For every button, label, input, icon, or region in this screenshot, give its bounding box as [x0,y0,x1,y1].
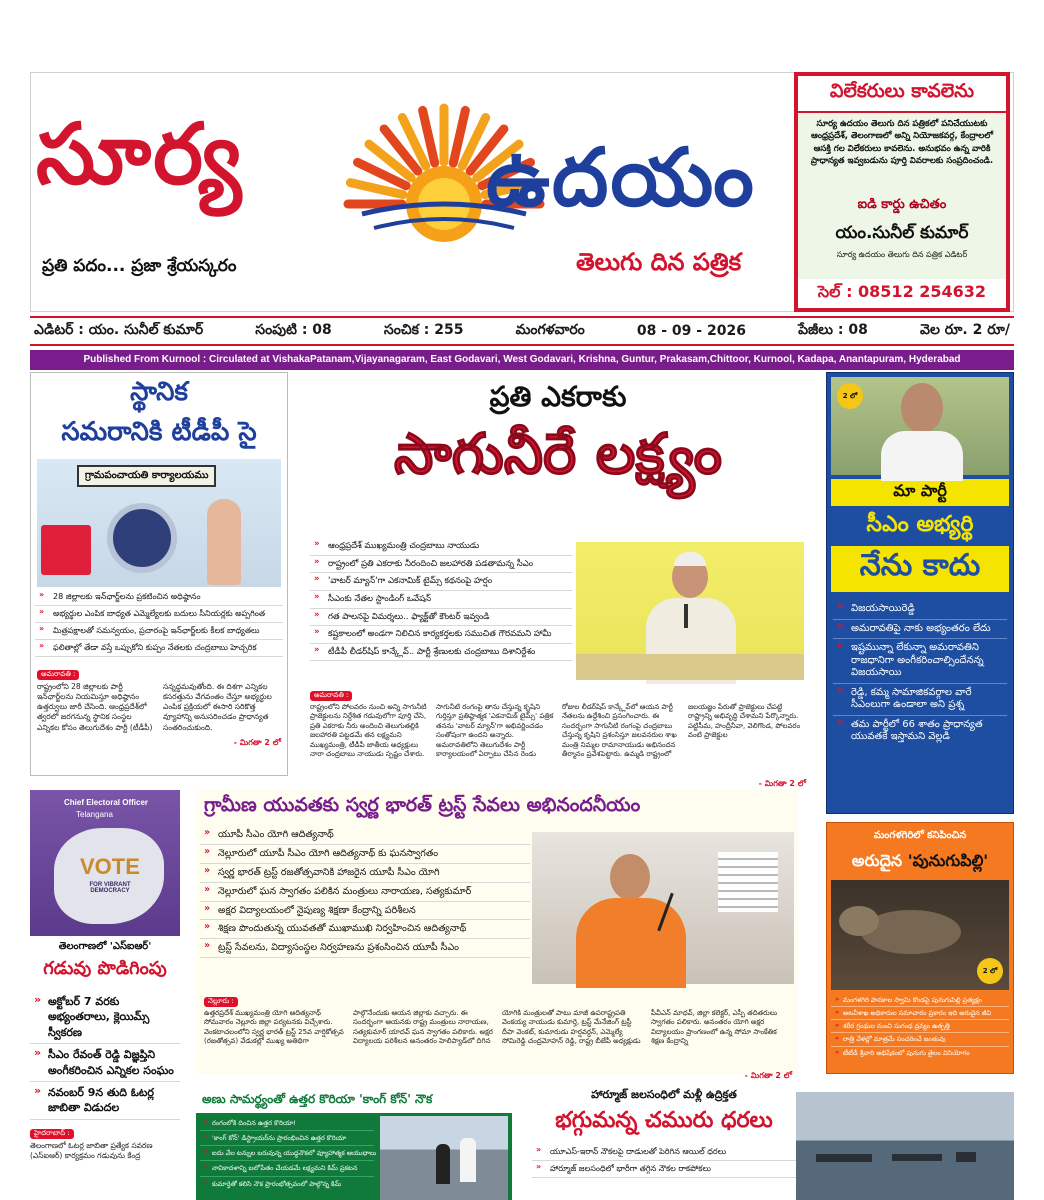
microphone-icon [684,604,688,628]
bullet-item: » రెడ్డి, కమ్మ సామాజికవర్గాల వారే సీఎంలుగా ఉండాలా అని ప్రశ్న [833,684,1007,716]
bullet-item: » 28 జిల్లాలకు ఇన్‌ఛార్జ్‌లను ప్రకటించిన అధిష్ఠానం [35,589,283,606]
korea-bullets [200,1116,377,1191]
subtitle: తెలుగు దిన పత్రిక [576,248,742,276]
speaker-hair [674,552,706,566]
sir-body: తెలంగాణలో ఓటర్ల జాబితా ప్రత్యేక సవరణ (ఎస్ఐఆర్) కార్యక్రమం గడువును కేంద్ర [30,1140,153,1160]
bullet-item: » అభ్యర్థుల ఎంపిక బాధ్యత ఎమ్మెల్యేలకు బదులు సీనియర్లకు అప్పగింత [35,606,283,623]
ad-editor-role: సూర్య ఉదయం తెలుగు దిన పత్రిక ఎడిటర్ [836,250,968,259]
bullet-item: » శిక్షణ పొందుతున్న యువతతో ముఖాముఖి నిర్వహించిన ఆదిత్యనాథ్ [200,920,530,939]
photo-head [901,383,943,433]
officer-figure [460,1138,476,1182]
weekday: మంగళవారం [515,321,585,338]
sir-kicker: తెలంగాణలో 'ఎస్ఐఆర్' [58,941,152,952]
right-story-bullets [827,592,1013,755]
telangana-vote-card [30,790,180,936]
yogi-story[interactable] [196,790,798,1080]
continued-link[interactable]: - మిగతా 2 లో [233,738,281,747]
bullet-item: » హార్మూజ్ జలసంధిలో భారీగా తగ్గిన నౌకల రాకపోకలు [532,1161,796,1178]
warship-parade-photo [380,1116,508,1200]
volume-number: సంపుటి : 08 [255,321,332,338]
sir-story[interactable] [30,940,180,1200]
right-line-1: మా పార్టీ [831,479,1009,506]
civet-photo [831,880,1009,990]
bullet-item: » అమరావతిపై నాకు అభ్యంతరం లేదు [833,620,1007,640]
ballot-seal-icon [107,503,177,573]
speaker-head [610,854,650,900]
vote-word: VOTE [80,854,140,879]
lead-bullets [310,538,572,661]
dateline: అమరావతి : [310,691,352,701]
reporters-wanted-ad[interactable] [794,72,1010,312]
hormuz-kicker: హార్మూజ్ జలసంధిలో మళ్లీ ఉద్రిక్తత [591,1088,737,1101]
podium [576,654,804,680]
dateline: నెల్లూరు : [204,997,238,1007]
bullet-item: » స్వర్ణ భారత్ ట్రస్ట్ రజతోత్సవానికి హాజరైన యూపీ సీఎం యోగి [200,864,530,883]
tagline: ప్రతి పదం... ప్రజా శ్రేయస్కరం [42,256,237,276]
logo-name-right: ఉదయం [486,131,756,224]
photo-body [881,431,963,481]
yogi-story-body: ఉత్తరప్రదేశ్ ముఖ్యమంత్రి యోగి ఆదిత్యనాథ్ సోమవారం నెల్లూరు జిల్లా పర్యటనకు విచ్చేశారు. వెంకటాచలంలోని స్వర్ణ భారత్ ట్రస్ట్ 25వ వార్షికోత్సవ (రజతోత్సవ) వేడుకల్లో ముఖ్య అతిథిగా పాల్గొనేందుకు ఆయన జిల్లాకు వచ్చారు. ఈ సందర్భంగా ఆయనకు రాష్ట్ర మంత్రులు నారాయణ, సత్యకుమార్ యాదవ్ ఘన స్వాగతం పలికారు. అక్షర విద్యాలయ పరిశీలన అనంతరం హెలిప్యాడ్‌లో దిగిన యోగికి మంత్రులతో పాటు మాజీ ఉపరాష్ట్రపతి వెంకయ్య నాయుడు కుమార్తె, ట్రస్ట్ మేనేజింగ్ ట్రస్టీ దీపా వెంకట్, కుమారుడు హర్షవర్ధన్, ఎమ్మెల్యే సోమిరెడ్డి చంద్రమోహన్ రెడ్డి, రాష్ట్ర బీజేపీ అధ్యక్షుడు పీవీఎన్ మాధవ్, జిల్లా కలెక్టర్, ఎస్పీ తదితరులు స్వాగతం పలికారు. అనంతరం యోగి అక్షర విద్యాలయం ప్రాంగణంలో ఉన్న సోమా సాంకేతిక శిక్షణ కేంద్రాన్ని [204,1009,778,1046]
right-line-2: సీఎం అభ్యర్థి [866,512,974,537]
ship-icon [892,1154,942,1161]
ad-id-free: ఐడి కార్డు ఉచితం [857,197,947,212]
bullet-item: » అటవీశాఖ అధికారుల సమాచారం ప్రకారం ఇది అరుదైన జీవి [831,1007,1009,1020]
bullet-item: » తమ పార్టీలో 66 శాతం ప్రాధాన్యత యువతకే ఇస్తామని వెల్లడి [833,716,1007,747]
bullet-item: » 'వాటర్ మ్యాన్'గా ఎకనామిక్ టైమ్స్ కథనంపై హర్షం [310,573,572,591]
page-2-badge[interactable]: 2 లో [977,958,1003,984]
continued-link[interactable]: - మిగతా 2 లో [758,779,806,788]
chief-minister-photo [576,542,804,680]
inked-finger-icon [207,499,241,585]
bullet-item: » ఫలితాల్లో తేడా వస్తే ఒప్పుకోని కుప్పం నేతలకు చంద్రబాబు హెచ్చరిక [35,640,283,657]
civet-headline-b: 'పునుగుపిల్లి' [907,851,989,870]
left-story-body: రాష్ట్రంలోని 28 జిల్లాలకు పార్టీ ఇన్‌ఛార్జ్‌లను నియమిస్తూ అధిష్ఠానం ఉత్తర్వులు జారీ చేసింది. ఆంధ్రప్రదేశ్‌లో త్వరలో జరగనున్న స్థానిక సంస్థల ఎన్నికల కోసం తెలుగుదేశం పార్టీ (టీడీపీ) సన్నద్ధమవుతోంది. ఈ దిశగా ఎన్నికల కసరత్తును వేగవంతం చేస్తూ అభ్యర్థుల ఎంపిక ప్రక్రియలో ఈసారి సరికొత్త వ్యూహాన్ని అనుసరించడం ప్రాధాన్యత సంతరించుకుంది. [37,682,272,732]
lead-headline: సాగునీరే లక్ష్యం [393,422,723,487]
yogi-bullets [200,826,530,958]
north-korea-story[interactable] [196,1088,512,1200]
lead-story-body: రాష్ట్రంలోని పోలవరం నుంచి అన్ని సాగునీటి ప్రాజెక్టులను నిర్దేశిత గడువులోగా పూర్తి చేసి, ప్రతి ఎకరాకు నీరు అందించి తెలుగుతల్లికి జలహారతి పట్టడమే తన లక్ష్యమని ముఖ్యమంత్రి, టీడీపీ జాతీయ అధ్యక్షులు నారా చంద్రబాబు నాయుడు స్పష్టం చేశారు. సాగునీటి రంగంపై తాను చేస్తున్న కృషిని గుర్తిస్తూ ప్రతిష్ఠాత్మక 'ఎకనామిక్ టైమ్స్' పత్రిక తనను 'వాటర్ మ్యాన్'గా అభివర్ణించడం సంతోషంగా ఉందని అన్నారు. అమరావతిలోని తెలుగుదేశం పార్టీ కార్యాలయంలో ఏర్పాటు చేసిన రెండు రోజుల లీడర్‌షిప్ కాన్క్లేవ్‌లో ఆయన పార్టీ నేతలను ఉద్దేశించి ప్రసంగించారు. ఈ సందర్భంగా సాగునీటి రంగంపై చంద్రబాబు చేస్తున్న కృషిని ప్రశంసిస్తూ జలవనరుల శాఖ మంత్రి నిమ్మల రామానాయుడు అభినందన తీర్మానం ప్రవేశపెట్టారు. ఉమ్మడి రాష్ట్రంలో జలయజ్ఞం పేరుతో ప్రాజెక్టులు చేపట్టి రాష్ట్రాన్ని అభివృద్ధి చేశామని పేర్కొన్నారు. పట్టిసీమ, హంద్రీనీవా, వెలిగొండ, పోలవరం వంటి ప్రాజెక్టుల [310,703,801,759]
sir-headline: గడువు పొడిగింపు [43,958,167,979]
panchayat-office-sign: గ్రామపంచాయతి కార్యాలయము [77,465,216,487]
ad-body: సూర్య ఉదయం తెలుగు దిన పత్రికలో పనిచేయుటకు ఆంధ్రప్రదేశ్, తెలంగాణలో అన్ని నియోజకవర్గ, కేంద్రాలలో ఆసక్తి గల విలేకరులు కావలెను. అనుభవం ఉన్న వారికి ప్రాధాన్యత ఇవ్వబడును పూర్తి వివరాలకు సంప్రదించండి. [810,119,994,166]
yogi-story-text [204,988,792,1082]
hormuz-bullets [532,1144,796,1178]
speaker-robe [576,898,686,988]
lead-kicker: ప్రతి ఎకరాకు [489,380,627,413]
yogi-headline: గ్రామీణ యువతకు స్వర్ణ భారత్ ట్రస్ట్ సేవలు అభినందనీయం [204,794,641,816]
right-line-3: నేను కాదు [831,546,1009,592]
bullet-item: » గత పాలనపై విమర్శలు.. ఫ్యాక్ట్‌తో కౌంటర్ ఇవ్వండి [310,609,572,627]
dateline: అమరావతి : [37,670,79,680]
headline-line-1: స్థానిక [130,377,188,407]
editor-credit: ఎడిటర్ : యం. సునీల్ కుమార్ [34,321,204,338]
ship-icon [816,1154,872,1162]
cec-label: Chief Electoral Officer [64,798,149,807]
bullet-item: » రంగంలోకి దించిన ఉత్తర కొరియా! [200,1116,374,1131]
issue-date: 08 - 09 - 2026 [636,323,746,339]
local-elections-story[interactable] [30,372,288,776]
price: వెల రూ. 2 రూ/ [919,321,1010,338]
page-2-badge[interactable]: 2 లో [837,383,863,409]
info-bar [30,316,1014,346]
civet-story[interactable] [826,822,1014,1074]
bullet-item: » టీటీడీ శ్రీవారి అభిషేకంలో పునుగు తైలం వినియోగం [831,1047,1009,1059]
left-story-bullets [31,587,287,659]
civet-bullets [827,990,1013,1063]
page-count: పేజీలు : 08 [798,321,868,338]
bullet-item: » అక్టోబర్ 7 వరకు అభ్యంతరాలు, క్లెయిమ్స్ స్వీకరణ [30,991,180,1044]
bullet-item: » టీడీపీ లీడర్‌షిప్ కాన్క్లేవ్.. పార్టీ శ్రేణులకు చంద్రబాబు దిశానిర్దేశం [310,644,572,662]
bullet-item: » కష్టకాలంలో అండగా నిలిచిన కార్యకర్తలకు సముచిత గౌరవమని హామీ [310,626,572,644]
officer-figure [436,1144,450,1184]
window-grille [718,852,778,912]
yogi-photo [532,832,794,984]
bullet-item: » సీఎం రేవంత్ రెడ్డి విజ్ఞప్తిని అంగీకరించిన ఎన్నికల సంఘం [30,1044,180,1082]
dateline: హైదరాబాద్ : [30,1129,74,1139]
sir-bullets [30,991,180,1120]
bullet-item: » నవంబర్ 9న తుది ఓటర్ల జాబితా విడుదల [30,1082,180,1120]
logo-name-left: సూర్య [36,105,244,203]
hormuz-story[interactable] [532,1088,796,1200]
bullet-item: » సీఎంకు నేతల స్టాండింగ్ ఒవేషన్ [310,591,572,609]
bullet-item: » 'కాంగ్ కోన్' డిస్ట్రాయర్‌ను ప్రారంభించిన ఉత్తర కొరియా [200,1131,374,1146]
ad-editor-name: యం.సునీల్ కుమార్ [835,223,969,243]
civet-headline [827,851,1013,874]
vote-sub: FOR VIBRANT DEMOCRACY [89,882,131,894]
continued-link[interactable]: - మిగతా 2 లో [744,1071,792,1080]
bullet-item: » విజయసాయిరెడ్డి [833,600,1007,620]
vijayasai-story[interactable] [826,372,1014,814]
korea-headline: అణు సామర్థ్యంతో ఉత్తర కొరియా 'కాంగ్ కోన్' నౌక [196,1088,512,1113]
bullet-item: » నెల్లూరులో ఘన స్వాగతం పలికిన మంత్రులు నారాయణ, సత్యకుమార్ [200,883,530,902]
bullet-item: » కుమార్తెతో కలిసి నౌక ప్రారంభోత్సవంలో పాల్గొన్న కిమ్ [200,1177,374,1191]
bullet-item: » యూఎస్-ఇరాన్ నౌకలపై దాడులతో పెరిగిన ఆయిల్ ధరలు [532,1144,796,1161]
bullet-item: » నెల్లూరులో యూపీ సీఎం యోగి ఆదిత్యనాథ్ కు ఘనస్వాగతం [200,845,530,864]
bullet-item: » అక్షర విద్యాలయంలో నైపుణ్య శిక్షణా కేంద్రాన్ని పరిశీలన [200,902,530,921]
civet-kicker: మంగళగిరిలో కనిపించిన [873,830,967,841]
ballot-box-icon [41,525,91,575]
bullet-item: » ఆంధ్రప్రదేశ్ ముఖ్యమంత్రి చంద్రబాబు నాయుడు [310,538,572,556]
panchayat-office-image [37,459,281,587]
bullet-item: » మిత్రపక్షాలతో సమన్వయం, ప్రచారంపై ఇన్‌ఛార్జ్‌లకు కీలక బాధ్యతలు [35,623,283,640]
bullet-item: » ఐదు వేల టన్నుల బరువున్న యుద్ధనౌకలో వ్యూహాత్మక ఆయుధాలు [200,1146,374,1161]
ad-phone[interactable]: సెల్ : 08512 254632 [798,279,1006,308]
bullet-item: » శరీర గ్రంథుల నుంచి సుగంధ ద్రవ్యం ఉత్పత్తి [831,1020,1009,1033]
state-label: Telangana [76,810,113,819]
bullet-item: » ట్రస్ట్ సేవలను, విద్యాసంస్థల నిర్వహణను ప్రశంసించిన యూపీ సీఎం [200,939,530,958]
vijayasai-photo [831,377,1009,475]
publication-strip: Published From Kurnool : Circulated at VishakaPatanam,Vijayanagaram, East Godavari, West Godavari, Krishna, Guntur, Prakasam,Chittoor, Kurnool, Kadapa, Anantapuram, Hyderabad [30,350,1014,370]
headline-line-2: సమరానికి టీడీపీ సై [61,417,257,447]
tanker-ships-photo [796,1092,1014,1200]
bullet-item: » ఇష్టమున్నా లేకున్నా అమరావతిని రాజధానిగా అంగీకరించాల్సిందేనన్న విజయసాయి [833,639,1007,684]
bullet-item: » మంగళగిరి పానకాల స్వామి కొండపై పునుగుపిల్లి ప్రత్యక్షం [831,994,1009,1007]
ad-heading: విలేకరులు కావలెను [798,76,1006,113]
issue-number: సంచిక : 255 [383,321,464,338]
bullet-item: » యూపీ సీఎం యోగి ఆదిత్యనాథ్ [200,826,530,845]
ship-icon [956,1152,976,1162]
civet-headline-a: అరుదైన [851,851,908,870]
hormuz-headline: భగ్గుమన్న చమురు ధరలు [555,1108,773,1133]
bullet-item: » రాష్ట్రంలో ప్రతి ఎకరాకు నీరందించి జలహారతి పడతామన్న సీఎం [310,556,572,574]
lead-story[interactable] [300,372,816,788]
lead-story-text [310,682,806,790]
bullet-item: » నావికాదళాన్ని బలోపేతం చేయడమే లక్ష్యమని కిమ్ ప్రకటన [200,1161,374,1176]
bullet-item: » రాత్రి వేళల్లో మాత్రమే సంచరించే జంతువు [831,1033,1009,1046]
civet-head [839,906,879,936]
